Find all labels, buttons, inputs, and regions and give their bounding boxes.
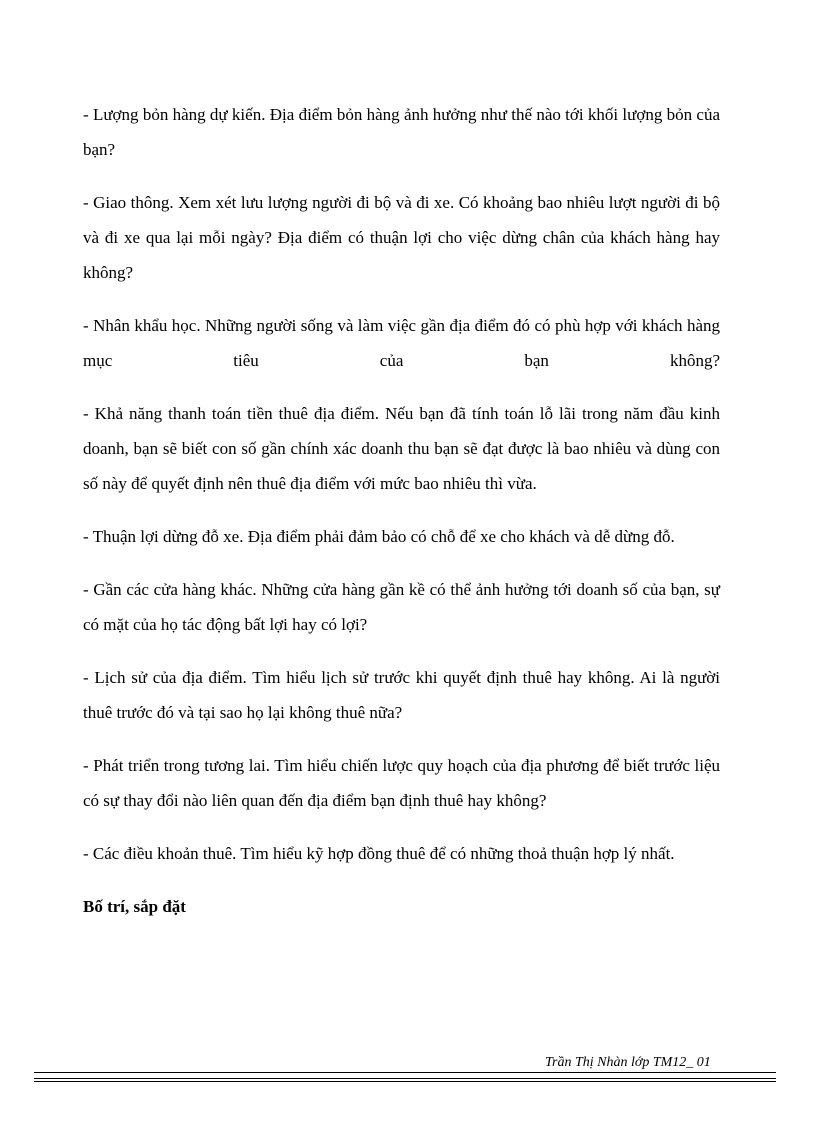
footer-rule bbox=[34, 1072, 776, 1073]
paragraph-traffic: - Giao thông. Xem xét lưu lượng người đi bộ và đi xe. Có khoảng bao nhiêu lượt người đi bộ và đi xe qua lại mỗi ngày? Địa điểm có thuận lợi cho việc dừng chân của khách hàng hay không? bbox=[83, 193, 720, 282]
paragraph-nearby-stores: - Gần các cửa hàng khác. Những cửa hàng gần kề có thể ảnh hưởng tới doanh số của bạn, sự có mặt của họ tác động bất lợi hay có lợi? bbox=[83, 580, 720, 634]
document-body bbox=[83, 97, 720, 924]
paragraph-sales-volume: - Lượng bỏn hàng dự kiến. Địa điểm bỏn hàng ảnh hưởng như thế nào tới khối lượng bỏn của bạn? bbox=[83, 105, 720, 159]
paragraph-rent-affordability: - Khả năng thanh toán tiền thuê địa điểm. Nếu bạn đã tính toán lỗ lãi trong năm đầu kinh doanh, bạn sẽ biết con số gần chính xác doanh thu bạn sẽ đạt được là bao nhiêu và dùng con số này để quyết định nên thuê địa điểm với mức bao nhiêu thì vừa. bbox=[83, 404, 720, 493]
paragraph-location-history: - Lịch sử của địa điểm. Tìm hiểu lịch sử trước khi quyết định thuê hay không. Ai là người thuê trước đó và tại sao họ lại không thuê nữa? bbox=[83, 668, 720, 722]
section-heading: Bố trí, sắp đặt bbox=[83, 897, 186, 916]
paragraph-future-development: - Phát triển trong tương lai. Tìm hiểu chiến lược quy hoạch của địa phương để biết trước liệu có sự thay đổi nào liên quan đến địa điểm bạn định thuê hay không? bbox=[83, 756, 720, 810]
page-footer: Trần Thị Nhàn lớp TM12_ 01 bbox=[545, 1055, 711, 1070]
footer-rule bbox=[34, 1078, 776, 1079]
paragraph-lease-terms: - Các điều khoản thuê. Tìm hiểu kỹ hợp đồng thuê để có những thoả thuận hợp lý nhất. bbox=[83, 844, 675, 863]
footer-rule bbox=[34, 1081, 776, 1082]
paragraph-parking: - Thuận lợi dừng đỗ xe. Địa điểm phải đảm bảo có chỗ để xe cho khách và dễ dừng đỗ. bbox=[83, 527, 675, 546]
paragraph-demographics: - Nhân khẩu học. Những người sống và làm việc gần địa điểm đó có phù hợp với khách hàng mục tiêu của bạn không? bbox=[83, 316, 720, 370]
